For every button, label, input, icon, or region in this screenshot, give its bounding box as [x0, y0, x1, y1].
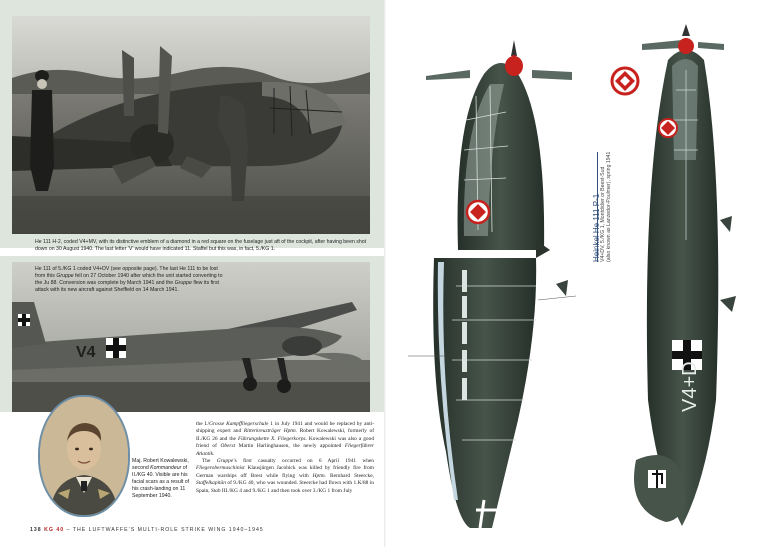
text-italic: Oberst [220, 443, 236, 450]
balkenkreuz-marking [106, 338, 126, 358]
text: Klausjürgen Jacobick was killed by friendly fire from German warships off Brest while flying with [196, 465, 374, 479]
profile-title: Heinkel He 111 P-1 [592, 193, 601, 262]
aircraft-top-view [634, 24, 736, 526]
running-head-title: – THE LUFTWAFFE’S MULTI-ROLE STRIKE WING 1940–1945 [66, 527, 264, 533]
text-italic: Führungskette X. Fliegerkorps [237, 435, 306, 442]
text: Robert Kowalewski, formerly of II./KG 26 and the [196, 428, 374, 442]
right-page [386, 0, 772, 547]
fuselage-code-top: V4+D [679, 361, 701, 412]
text-italic: Staffelkapitän [196, 480, 226, 487]
text: of 9./KG 40, who was wounded. Steercke had flown with 1.K/88 in Spain, [196, 480, 374, 494]
text-italic: Stab [210, 487, 221, 494]
page-number: 138 [30, 527, 42, 533]
caption-italic: Gruppe [174, 280, 192, 286]
text: III./KG 4 and 9./KG 1 and then took over 3./KG 1 from July [220, 487, 353, 494]
caption-italic: Kommandeur [150, 465, 182, 471]
text-italic: Grosse Kampffliegerschule [209, 421, 269, 427]
body-text [196, 421, 374, 495]
caption-text: of II./KG 40. Visible are his facial scars as a result of his crash-landing on 11 September 1940. [132, 465, 190, 499]
text: ’s first casualty occurred on 6 April 1941 when [233, 458, 374, 465]
portrait-robert-kowalewski [38, 395, 130, 517]
tail-swastika-marking [648, 470, 666, 488]
text: The [202, 458, 217, 465]
text: the I./ [196, 421, 210, 427]
text: . [213, 450, 215, 457]
text-italic: Fliegerobermaschinist [196, 465, 245, 472]
roundel-emblem [610, 66, 640, 96]
page-folio [30, 527, 264, 533]
text: 1 in July 1941 and would be replaced by anti-shipping expert and [196, 421, 374, 435]
text: Martin Harlinghausen, the newly appointed [235, 443, 345, 450]
text: Bernhard Steercke, [325, 472, 374, 479]
paragraph [196, 421, 374, 458]
photo-caption [35, 266, 225, 294]
text: . Kowalewski was also a good friend of [196, 435, 375, 450]
text-italic: Fliegerführer Atlantik [196, 443, 375, 457]
aircraft-side-view-upper [426, 40, 572, 258]
paragraph [196, 458, 374, 495]
photo-crashed-he111 [12, 16, 370, 234]
caption-italic: Gruppe [56, 273, 74, 279]
caption-text: flew its first attack with its new aircraft against Sheffield on 14 March 1941. [35, 280, 219, 293]
text-italic: Hptm. [312, 472, 326, 479]
aircraft-side-view-lower [408, 258, 576, 528]
profile-subtitle-line2: (also known as Lanzedor-Poulmer), spring 1941 [606, 151, 612, 262]
caption-text: He 111 of 5./KG 1 coded V4+DV (see opposite page). The last He 111 to be lost from this [35, 266, 218, 279]
photo-caption: He 111 H-2, coded V4+MV, with its distinctive emblem of a diamond in a red square on the fuselage just aft of the cockpit, after having been shot down on 30 August 1940. The last letter ‘V’ would have indicated 11. Staffel but this was, in fact, 5./KG 1. [35, 239, 367, 252]
profile-subtitle-line1: V4+DV, 5./KG 1, Montdidier or Beest-Sud [600, 166, 606, 262]
running-head-kg: KG 40 [44, 527, 65, 533]
portrait-caption [132, 458, 192, 500]
text-italic: Ritterkreuzträger Hptm. [243, 428, 298, 435]
caption-text: fell on 27 October 1940 after which the unit started converting to the Ju 88. Conversion was complete by March 1941 and the [35, 273, 223, 286]
left-page [0, 0, 386, 547]
aircraft-profiles [386, 0, 772, 547]
fuselage-code-left: V4 [76, 344, 96, 361]
text-italic: Gruppe [216, 458, 234, 465]
caption-text: Maj. Robert Kowalewski, second [132, 458, 189, 471]
